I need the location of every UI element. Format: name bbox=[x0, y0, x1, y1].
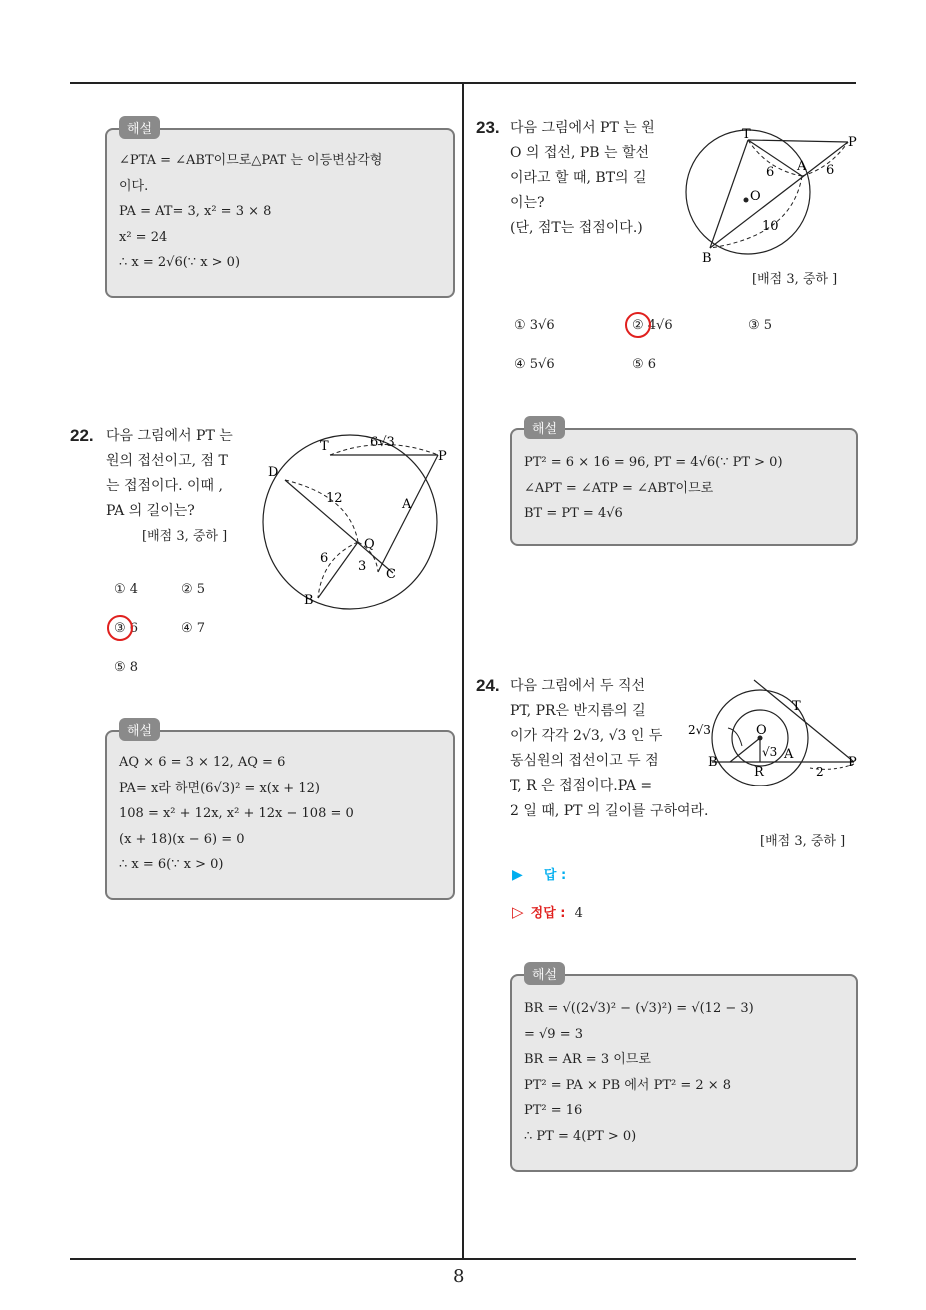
fig-label-3: 3 bbox=[358, 559, 367, 574]
fig-label-len-r1: 2√3 bbox=[688, 723, 711, 737]
q23-choice-3[interactable]: ③ 5 bbox=[748, 318, 773, 333]
q22-choice-5[interactable]: ⑤ 8 bbox=[114, 660, 139, 675]
column-divider bbox=[462, 84, 464, 1260]
fig-label-T: T bbox=[320, 439, 329, 454]
question-line: 다음 그림에서 PT 는 원 bbox=[510, 120, 655, 136]
fig-label-A: A bbox=[784, 747, 794, 762]
q23-choice-5[interactable]: ⑤ 6 bbox=[632, 357, 657, 372]
fig-label-R: R bbox=[754, 765, 764, 780]
fig-label-B: B bbox=[708, 755, 718, 770]
fig-label-B: B bbox=[702, 251, 712, 264]
solution-tag: 해설 bbox=[119, 116, 160, 139]
q23-choice-4[interactable]: ④ 5√6 bbox=[514, 357, 555, 372]
q23-choice-2[interactable]: ② 4√6 bbox=[632, 318, 673, 333]
solution-line: PT² = 6 × 16 = 96, PT = 4√6(∵ PT > 0) bbox=[524, 455, 783, 470]
q24-solution-box bbox=[510, 968, 858, 1172]
q22-choice-2[interactable]: ② 5 bbox=[181, 582, 206, 597]
q22-figure bbox=[258, 428, 458, 618]
solution-line: ∴ x = 6(∵ x > 0) bbox=[119, 857, 224, 872]
score-meta: [배점 3, 중하 ] bbox=[142, 529, 228, 544]
q23-figure bbox=[680, 124, 870, 264]
question-line: PT, PR은 반지름의 길 bbox=[510, 703, 646, 719]
solution-line: PT² = PA × PB 에서 PT² = 2 × 8 bbox=[524, 1077, 732, 1093]
answer-row bbox=[512, 864, 566, 883]
question-text bbox=[510, 116, 680, 241]
fig-label-A: A bbox=[402, 497, 412, 512]
solution-line: (x + 18)(x − 6) = 0 bbox=[119, 831, 245, 847]
solution-line: ∠APT = ∠ATP = ∠ABT이므로 bbox=[524, 480, 714, 496]
question-line: 2 일 때, PT 의 길이를 구하여라. bbox=[510, 803, 709, 819]
question-line: 이라고 할 때, BT의 길 bbox=[510, 170, 647, 186]
solution-line: AQ × 6 = 3 × 12, AQ = 6 bbox=[119, 755, 286, 770]
question-line: 원의 접선이고, 점 T bbox=[106, 453, 228, 469]
solution-tag: 해설 bbox=[524, 962, 565, 985]
correct-value: 4 bbox=[574, 906, 583, 921]
q22-solution-lines bbox=[119, 750, 354, 878]
bottom-rule bbox=[70, 1258, 856, 1260]
q22-solution-box bbox=[105, 724, 455, 900]
solution-line: = √9 = 3 bbox=[524, 1026, 584, 1042]
q22-choice-1[interactable]: ① 4 bbox=[114, 582, 139, 597]
question-number: 22. bbox=[70, 426, 94, 445]
answer-label: 답 : bbox=[543, 868, 567, 883]
fig-label-10: 10 bbox=[762, 219, 779, 234]
q24-figure bbox=[682, 676, 862, 786]
solution-line: BT = PT = 4√6 bbox=[524, 506, 623, 521]
play-icon: ▶ bbox=[512, 867, 523, 883]
fig-label-P: P bbox=[438, 449, 447, 464]
fig-label-T: T bbox=[742, 127, 751, 142]
answer-circle-mark bbox=[625, 312, 651, 338]
fig-label-B: B bbox=[304, 593, 314, 608]
q24-score-meta: [배점 3, 중하 ] bbox=[760, 834, 846, 849]
correct-answer-row bbox=[512, 902, 583, 921]
solution-tag: 해설 bbox=[524, 416, 565, 439]
solution-line: ∴ x = 2√6(∵ x > 0) bbox=[119, 255, 241, 270]
q21-solution-box bbox=[105, 122, 455, 298]
solution-line: BR = AR = 3 이므로 bbox=[524, 1052, 651, 1067]
fig-label-len-r2: √3 bbox=[762, 745, 778, 759]
fig-label-6b: 6 bbox=[826, 163, 835, 178]
question-line: 다음 그림에서 두 직선 bbox=[510, 678, 646, 694]
q22-choice-4[interactable]: ④ 7 bbox=[181, 621, 206, 636]
q22-choice-3[interactable]: ③ 6 bbox=[114, 621, 139, 636]
q23-choice-1[interactable]: ① 3√6 bbox=[514, 318, 555, 333]
correct-label: 정답 : bbox=[530, 906, 566, 921]
question-line: 다음 그림에서 PT 는 bbox=[106, 428, 233, 444]
q23-solution-lines bbox=[524, 450, 783, 527]
fig-label-6: 6 bbox=[320, 551, 329, 566]
solution-line: 108 = x² + 12x, x² + 12x − 108 = 0 bbox=[119, 806, 354, 821]
solution-line: x² = 24 bbox=[119, 229, 168, 245]
q24-solution-lines bbox=[524, 996, 754, 1149]
question-number: 23. bbox=[476, 118, 500, 137]
fig-label-T: T bbox=[792, 699, 801, 714]
fig-label-len-2: 2 bbox=[816, 765, 824, 779]
fig-label-O: O bbox=[756, 723, 767, 738]
solution-line: PA= x라 하면(6√3)² = x(x + 12) bbox=[119, 780, 320, 796]
fig-label-D: D bbox=[268, 465, 279, 480]
question-line: 이는? bbox=[510, 195, 545, 211]
question-line: 는 접점이다. 이때 , bbox=[106, 478, 223, 494]
fig-label-C: C bbox=[386, 567, 396, 582]
question-line: PA 의 길이는? bbox=[106, 503, 195, 519]
question-line: 이가 각각 2√3, √3 인 두 bbox=[510, 728, 663, 744]
q23-solution-box bbox=[510, 422, 858, 546]
solution-tag: 해설 bbox=[119, 718, 160, 741]
fig-label-12: 12 bbox=[326, 491, 343, 506]
fig-label-6a: 6 bbox=[766, 165, 775, 180]
fig-label-P: P bbox=[848, 755, 857, 770]
fig-label-O: O bbox=[750, 189, 761, 204]
solution-line: 이다. bbox=[119, 178, 149, 194]
solution-line: BR = √((2√3)² − (√3)²) = √(12 − 3) bbox=[524, 1001, 754, 1016]
question-line: T, R 은 접점이다.PA = bbox=[510, 778, 653, 794]
answer-circle-mark bbox=[107, 615, 133, 641]
question-line: O 의 접선, PB 는 할선 bbox=[510, 145, 650, 161]
solution-line: PT² = 16 bbox=[524, 1103, 583, 1118]
q21-solution-lines bbox=[119, 148, 382, 276]
question-line: 동심원의 접선이고 두 점 bbox=[510, 753, 659, 769]
solution-line: ∠PTA = ∠ABT이므로△PAT 는 이등변삼각형 bbox=[119, 153, 383, 168]
fig-label-P: P bbox=[848, 135, 857, 150]
question-number: 24. bbox=[476, 676, 500, 695]
fig-label-Q: Q bbox=[364, 537, 375, 552]
q23-score-meta: [배점 3, 중하 ] bbox=[752, 272, 838, 287]
solution-line: PA = AT= 3, x² = 3 × 8 bbox=[119, 204, 272, 219]
page-number: 8 bbox=[453, 1266, 465, 1287]
solution-line: ∴ PT = 4(PT > 0) bbox=[524, 1128, 637, 1144]
fig-label-A: A bbox=[797, 159, 807, 174]
question-line: (단, 점T는 접점이다.) bbox=[510, 220, 643, 236]
outline-play-icon: ▷ bbox=[512, 903, 524, 921]
fig-label-len-pt: 6√3 bbox=[370, 435, 395, 450]
